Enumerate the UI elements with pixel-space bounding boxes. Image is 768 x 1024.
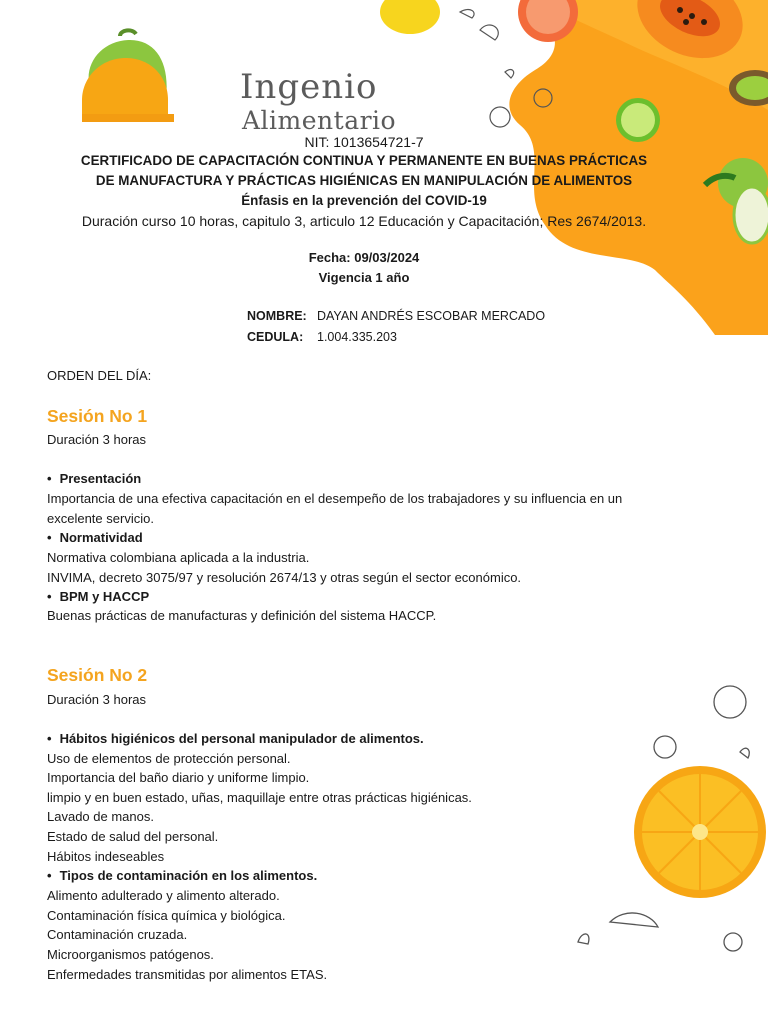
- session2-topic1-line2: Importancia del baño diario y uniforme limpio.: [47, 770, 310, 785]
- session2-topic1-line5: Estado de salud del personal.: [47, 829, 219, 844]
- session1-topic3: • BPM y HACCP: [47, 589, 149, 604]
- session2-topic1: • Hábitos higiénicos del personal manipulador de alimentos.: [47, 731, 424, 746]
- session2-topic2-line1: Alimento adulterado y alimento alterado.: [47, 888, 280, 903]
- logo-name-line2: Alimentario: [242, 106, 397, 135]
- session2-topic2-line3: Contaminación cruzada.: [47, 927, 188, 942]
- session2-topic2-line5: Enfermedades transmitidas por alimentos ETAS.: [47, 967, 328, 982]
- session2-topic1-line1: Uso de elementos de protección personal.: [47, 751, 291, 766]
- certificate-title-line2: DE MANUFACTURA Y PRÁCTICAS HIGIÉNICAS EN MANIPULACIÓN DE ALIMENTOS: [95, 173, 633, 188]
- session1-topic2-text2: INVIMA, decreto 3075/97 y resolución 2674/13 y otras según el sector económico.: [47, 570, 522, 585]
- session2-topic2-line4: Microorganismos patógenos.: [47, 947, 214, 962]
- certificate-title-line1: CERTIFICADO DE CAPACITACIÓN CONTINUA Y PERMANENTE EN BUENAS PRÁCTICAS: [80, 153, 648, 168]
- session1-topic2: • Normatividad: [47, 530, 143, 545]
- session2-topic1-line3: limpio y en buen estado, uñas, maquillaje entre otras prácticas higiénicas.: [47, 790, 472, 805]
- id-label: CEDULA:: [247, 330, 304, 344]
- session2-duration: Duración 3 horas: [47, 692, 146, 707]
- validity-text: Vigencia 1 año: [318, 270, 410, 285]
- session1-topic1-text1: Importancia de una efectiva capacitación en el desempeño de los trabajadores y su influencia en un: [47, 491, 623, 506]
- logo-helmet-icon: [78, 28, 178, 126]
- date-text: Fecha: 09/03/2024: [308, 250, 420, 265]
- session2-topic2-line2: Contaminación física química y biológica.: [47, 908, 286, 923]
- name-value: DAYAN ANDRÉS ESCOBAR MERCADO: [317, 309, 546, 323]
- name-label: NOMBRE:: [247, 309, 307, 323]
- session1-topic3-text1: Buenas prácticas de manufacturas y definición del sistema HACCP.: [47, 608, 437, 623]
- session2-title: Sesión No 2: [47, 665, 148, 685]
- certificate-subtitle: Énfasis en la prevención del COVID-19: [241, 193, 487, 208]
- fruit-decoration-bottom: [570, 672, 768, 962]
- session2-topic2: • Tipos de contaminación en los alimentos.: [47, 868, 317, 883]
- session1-topic1: • Presentación: [47, 471, 141, 486]
- session1-topic2-text1: Normativa colombiana aplicada a la industria.: [47, 550, 310, 565]
- session1-topic1-text2: excelente servicio.: [47, 511, 154, 526]
- session1-title: Sesión No 1: [47, 406, 148, 426]
- session2-topic1-line6: Hábitos indeseables: [47, 849, 165, 864]
- session1-duration: Duración 3 horas: [47, 432, 146, 447]
- course-duration: Duración curso 10 horas, capitulo 3, articulo 12 Educación y Capacitación; Res 2674/2013.: [81, 213, 647, 229]
- id-value: 1.004.335.203: [317, 330, 397, 344]
- nit-text: NIT: 1013654721-7: [304, 134, 424, 150]
- logo-name-line1: Ingenio: [240, 67, 378, 107]
- agenda-heading: ORDEN DEL DÍA:: [47, 368, 152, 383]
- session2-topic1-line4: Lavado de manos.: [47, 809, 154, 824]
- ingenio-alimentario-logo: [78, 28, 397, 135]
